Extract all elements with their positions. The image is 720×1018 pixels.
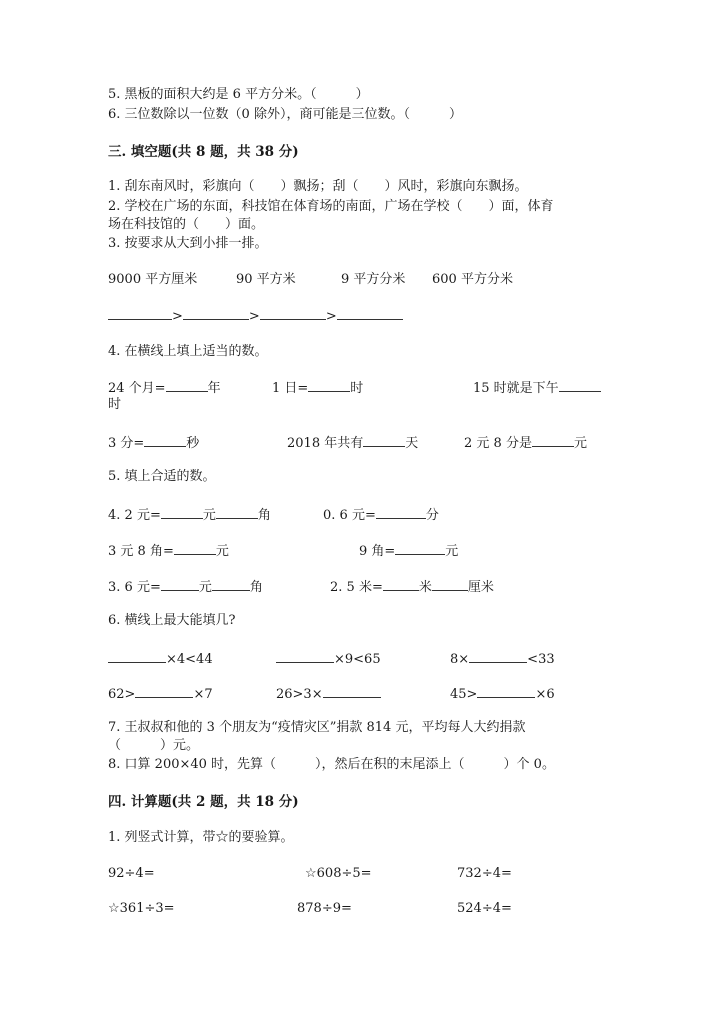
q4-r1-c3 — [473, 378, 601, 398]
fill-q7-line2: （ ）元。 — [108, 738, 200, 753]
judgment-q5: 5. 黑板的面积大约是 6 平方分米。（ ） — [108, 87, 369, 102]
q3-item-3: 9 平方分米 — [341, 272, 406, 287]
unit-text: 天 — [405, 436, 419, 451]
prompt-text: 24 个月= — [108, 381, 166, 396]
answer-blank[interactable] — [376, 505, 426, 519]
fill-q2-line1: 2. 学校在广场的东面，科技馆在体育场的南面，广场在学校（ ）面，体育 — [108, 199, 554, 214]
expr-text: ×9<65 — [334, 652, 381, 667]
prompt-text: 2018 年共有 — [287, 436, 364, 451]
prompt-text: 4. 2 元= — [108, 508, 161, 523]
prompt-text: 3. 6 元= — [108, 580, 161, 595]
answer-blank[interactable] — [135, 684, 193, 698]
answer-blank[interactable] — [260, 306, 326, 320]
fill-q8: 8. 口算 200×40 时，先算（ ），然后在积的末尾添上（ ）个 0。 — [108, 757, 555, 772]
gt-sign: > — [172, 309, 183, 324]
expr-text: 45> — [450, 687, 478, 702]
fill-q4: 4. 在横线上填上适当的数。 — [108, 344, 268, 359]
answer-blank[interactable] — [395, 541, 445, 555]
q4-r2-c2 — [287, 433, 418, 453]
calc-r1-c1: 92÷4= — [108, 866, 155, 881]
fill-q7-line1: 7. 王叔叔和他的 3 个朋友为“疫情灾区”捐款 814 元，平均每人大约捐款 — [108, 720, 526, 735]
expr-text: ×6 — [535, 687, 555, 702]
prompt-text: 15 时就是下午 — [473, 381, 559, 396]
answer-blank[interactable] — [108, 306, 172, 320]
unit-text: 年 — [207, 381, 221, 396]
unit-text: 角 — [249, 580, 263, 595]
answer-blank[interactable] — [337, 306, 403, 320]
q6-r1-c3 — [450, 649, 555, 669]
fill-q3: 3. 按要求从大到小排一排。 — [108, 236, 268, 251]
calc-r1-c3: 732÷4= — [457, 866, 512, 881]
q3-item-1: 9000 平方厘米 — [108, 272, 198, 287]
calc-r2-c3: 524÷4= — [457, 901, 512, 916]
q3-item-4: 600 平方分米 — [432, 272, 513, 287]
expr-text: 8× — [450, 652, 470, 667]
answer-blank[interactable] — [212, 577, 250, 591]
q5-r3-c2 — [330, 577, 494, 597]
fill-q6: 6. 横线上最大能填几? — [108, 613, 236, 628]
fill-q5: 5. 填上合适的数。 — [108, 469, 216, 484]
unit-text: 秒 — [186, 436, 200, 451]
q5-r1-c2 — [323, 505, 439, 525]
gt-sign: > — [248, 309, 260, 324]
expr-text: 26>3× — [276, 687, 323, 702]
q5-r1-c1 — [108, 505, 271, 525]
answer-blank[interactable] — [108, 649, 166, 663]
expr-text: <33 — [527, 652, 555, 667]
prompt-text: 1 日= — [272, 381, 309, 396]
unit-text: 元 — [198, 580, 212, 595]
expr-text: ×7 — [193, 687, 213, 702]
unit-text: 米 — [418, 580, 432, 595]
q4-r2-c1 — [108, 433, 199, 453]
calc-r2-c1: ☆361÷3= — [108, 901, 175, 916]
q6-r1-c2 — [276, 649, 381, 669]
q3-item-2: 90 平方米 — [236, 272, 296, 287]
answer-blank[interactable] — [174, 541, 216, 555]
fill-q1: 1. 刮东南风时，彩旗向（ ）飘扬；刮（ ）风时，彩旗向东飘扬。 — [108, 179, 528, 194]
unit-text: 元 — [573, 436, 587, 451]
q5-r2-c1 — [108, 541, 229, 561]
section3-heading: 三. 填空题(共 8 题，共 38 分) — [108, 144, 299, 160]
answer-blank[interactable] — [276, 649, 334, 663]
unit-text: 元 — [202, 508, 216, 523]
answer-blank[interactable] — [559, 378, 601, 392]
prompt-text: 0. 6 元= — [323, 508, 376, 523]
q6-r2-c2 — [276, 684, 381, 704]
unit-text: 分 — [425, 508, 439, 523]
prompt-text: 3 元 8 角= — [108, 544, 174, 559]
prompt-text: 3 分= — [108, 436, 145, 451]
answer-blank[interactable] — [161, 505, 203, 519]
answer-blank[interactable] — [532, 433, 574, 447]
prompt-text: 2 元 8 分是 — [464, 436, 532, 451]
answer-blank[interactable] — [477, 684, 535, 698]
fill-q2-line2: 场在科技馆的（ ）面。 — [108, 217, 265, 232]
section4-heading: 四. 计算题(共 2 题，共 18 分) — [108, 794, 299, 810]
q6-r2-c3 — [450, 684, 555, 704]
q4-r2-c3 — [464, 433, 587, 453]
expr-text: 62> — [108, 687, 136, 702]
prompt-text: 9 角= — [359, 544, 396, 559]
q4-r1-c2 — [272, 378, 363, 398]
answer-blank[interactable] — [144, 433, 186, 447]
answer-blank[interactable] — [323, 684, 381, 698]
answer-blank[interactable] — [308, 378, 350, 392]
q3-order-row — [108, 306, 403, 326]
unit-text: 元 — [445, 544, 459, 559]
q5-r3-c1 — [108, 577, 263, 597]
calc-q1: 1. 列竖式计算，带☆的要验算。 — [108, 830, 294, 845]
unit-text: 时 — [350, 381, 364, 396]
unit-text: 元 — [215, 544, 229, 559]
q6-r1-c1 — [108, 649, 213, 669]
answer-blank[interactable] — [183, 306, 249, 320]
answer-blank[interactable] — [161, 577, 199, 591]
answer-blank[interactable] — [363, 433, 405, 447]
answer-blank[interactable] — [166, 378, 208, 392]
q4-r1-wrap: 时 — [108, 397, 122, 412]
calc-r1-c2: ☆608÷5= — [305, 866, 372, 881]
judgment-q6: 6. 三位数除以一位数（0 除外），商可能是三位数。（ ） — [108, 107, 462, 122]
answer-blank[interactable] — [432, 577, 468, 591]
expr-text: ×4<44 — [166, 652, 213, 667]
prompt-text: 2. 5 米= — [330, 580, 383, 595]
answer-blank[interactable] — [469, 649, 527, 663]
answer-blank[interactable] — [383, 577, 419, 591]
q6-r2-c1 — [108, 684, 213, 704]
q4-r1-c1 — [108, 378, 221, 398]
unit-text: 厘米 — [467, 580, 494, 595]
answer-blank[interactable] — [216, 505, 258, 519]
calc-r2-c2: 878÷9= — [297, 901, 352, 916]
q5-r2-c2 — [359, 541, 458, 561]
gt-sign: > — [325, 309, 337, 324]
unit-text: 角 — [257, 508, 271, 523]
